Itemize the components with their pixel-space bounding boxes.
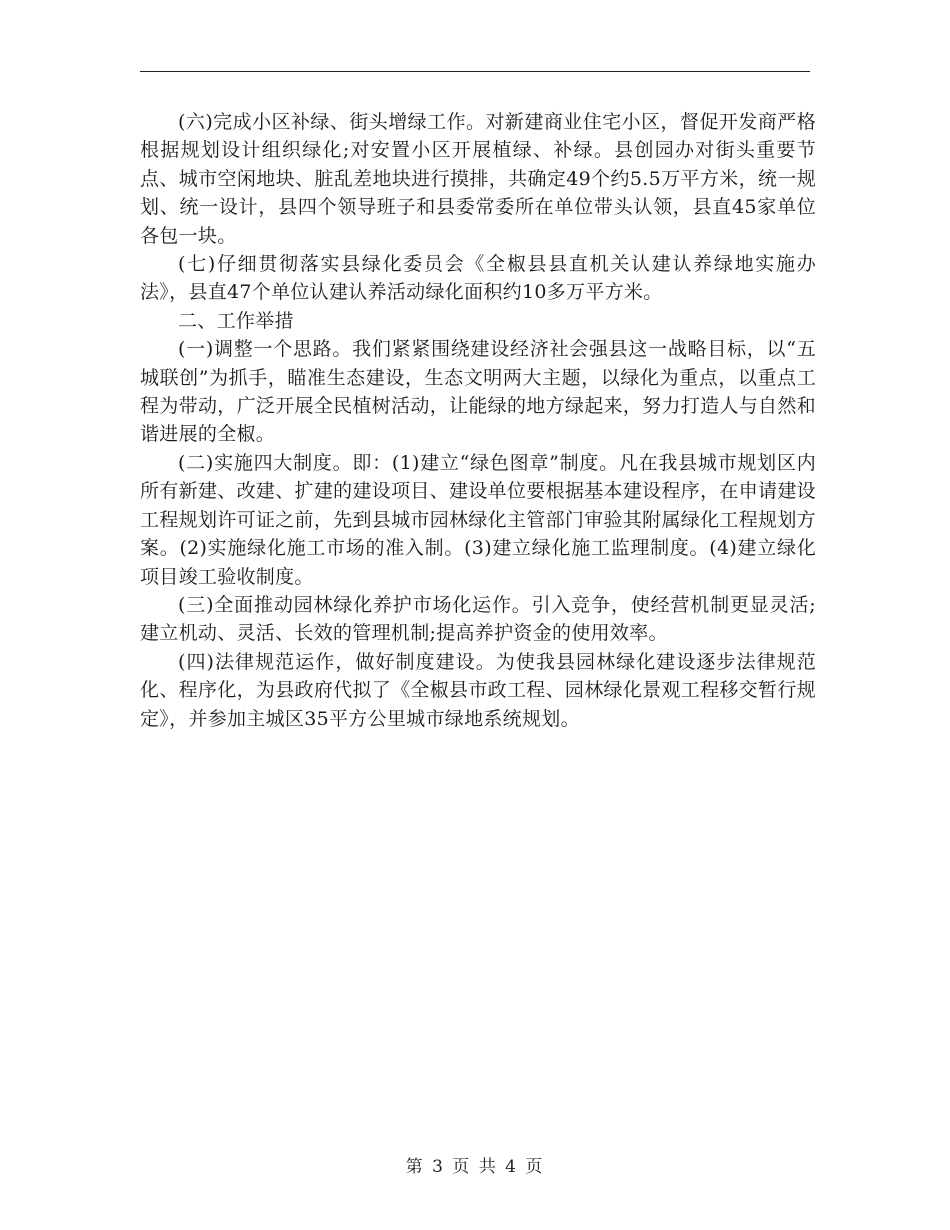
- paragraph-measure-1: (一)调整一个思路。我们紧紧围绕建设经济社会强县这一战略目标，以“五城联创”为抓手，瞄准生态建设，生态文明两大主题，以绿化为重点，以重点工程为带动，广泛开展全民植树活动，让能绿的地方绿起来，努力打造人与自然和谐进展的全椒。: [140, 338, 816, 446]
- paragraph-measure-2: (二)实施四大制度。即：(1)建立“绿色图章”制度。凡在我县城市规划区内所有新建、改建、扩建的建设项目、建设单位要根据基本建设程序，在申请建设工程规划许可证之前，先到县城市园林绿化主管部门审验其附属绿化工程规划方案。(2)实施绿化施工市场的准入制。(3)建立绿化施工监理制度。(4)建立绿化项目竣工验收制度。: [140, 451, 816, 588]
- section-heading-measures: 二、工作举措: [178, 309, 294, 332]
- paragraph-measure-4: (四)法律规范运作，做好制度建设。为使我县园林绿化建设逐步法律规范化、程序化，为县政府代拟了《全椒县市政工程、园林绿化景观工程移交暂行规定》，并参加主城区35平方公里城市绿地系统规划。: [140, 650, 816, 730]
- header-rule: [140, 71, 810, 72]
- paragraph-measure-3: (三)全面推动园林绿化养护市场化运作。引入竞争，使经营机制更显灵活;建立机动、灵活、长效的管理机制;提高养护资金的使用效率。: [140, 593, 816, 645]
- paragraph-item-6: (六)完成小区补绿、街头增绿工作。对新建商业住宅小区，督促开发商严格根据规划设计组织绿化;对安置小区开展植绿、补绿。县创园办对街头重要节点、城市空闲地块、脏乱差地块进行摸排，共确定49个约5.5万平方米，统一规划、统一设计，县四个领导班子和县委常委所在单位带头认领，县直45家单位各包一块。: [140, 111, 816, 247]
- page-number-footer: 第 3 页 共 4 页: [405, 1157, 545, 1177]
- document-body: [140, 108, 816, 733]
- paragraph-item-7: (七)仔细贯彻落实县绿化委员会《全椒县县直机关认建认养绿地实施办法》，县直47个单位认建认养活动绿化面积约10多万平方米。: [140, 253, 816, 304]
